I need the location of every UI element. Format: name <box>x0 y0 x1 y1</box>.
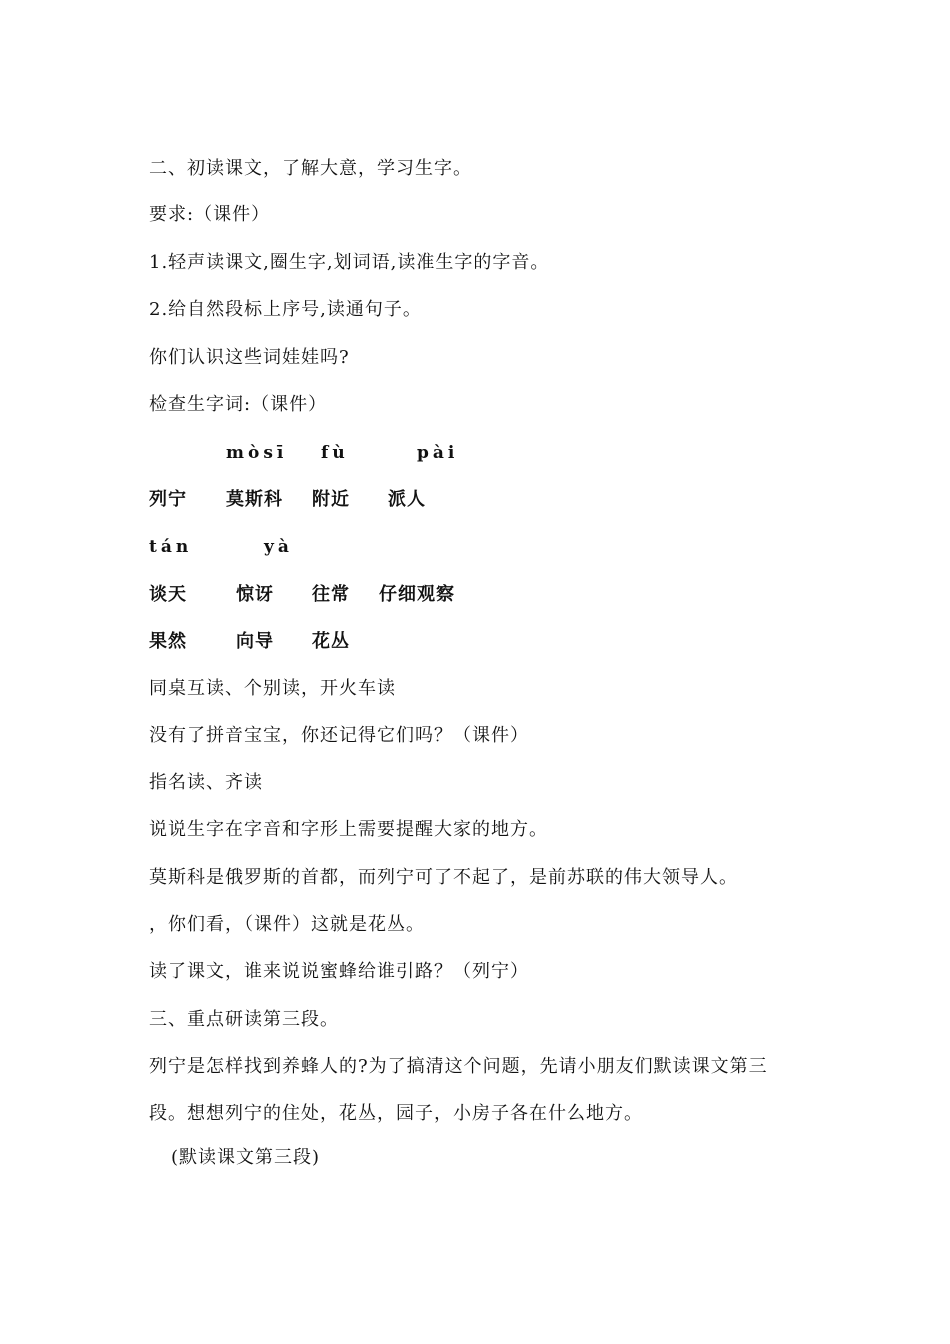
no-pinyin-question: 没有了拼音宝宝，你还记得它们吗？（课件） <box>149 725 529 746</box>
pinyin-tan: tán <box>149 537 193 557</box>
pinyin-fu: fù <box>321 443 349 463</box>
pinyin-pai: pài <box>417 443 459 463</box>
reminder-line: 说说生字在字音和字形上需要提醒大家的地方。 <box>149 819 548 840</box>
read-activity-line: 同桌互读、个别读，开火车读 <box>149 678 396 699</box>
section-heading-2: 二、初读课文，了解大意，学习生字。 <box>149 158 472 179</box>
requirement-item-1: 1.轻声读课文,圈生字,划词语,读准生字的字音。 <box>149 252 550 273</box>
word-liening: 列宁 <box>149 489 187 510</box>
pinyin-mosi: mòsī <box>226 443 288 463</box>
silent-read-line: (默读课文第三段) <box>171 1147 321 1168</box>
word-wangchang: 往常 <box>312 584 350 605</box>
check-words-label: 检查生字词:（课件） <box>149 394 328 415</box>
paragraph-line-1: 列宁是怎样找到养蜂人的?为了搞清这个问题，先请小朋友们默读课文第三 <box>149 1056 768 1077</box>
requirement-label: 要求:（课件） <box>149 204 271 225</box>
word-xiangdao: 向导 <box>236 631 274 652</box>
moscow-line: 莫斯科是俄罗斯的首都，而列宁可了不起了，是前苏联的伟大领导人。 <box>149 867 738 888</box>
question-line: 你们认识这些词娃娃吗? <box>149 347 350 368</box>
pinyin-ya: yà <box>264 537 293 557</box>
read-aloud-line: 指名读、齐读 <box>149 772 263 793</box>
section-heading-3: 三、重点研读第三段。 <box>149 1009 339 1030</box>
word-mosike: 莫斯科 <box>226 489 283 510</box>
flower-line: ，你们看，（课件）这就是花丛。 <box>149 914 425 935</box>
word-jingya: 惊讶 <box>236 584 274 605</box>
bee-question-line: 读了课文，谁来说说蜜蜂给谁引路？（列宁） <box>149 961 529 982</box>
word-tantian: 谈天 <box>149 584 187 605</box>
requirement-item-2: 2.给自然段标上序号,读通句子。 <box>149 299 422 320</box>
word-guoran: 果然 <box>149 631 187 652</box>
paragraph-line-2: 段。想想列宁的住处，花丛，园子，小房子各在什么地方。 <box>149 1103 643 1124</box>
word-pairen: 派人 <box>388 489 426 510</box>
word-zixiguancha: 仔细观察 <box>379 584 455 605</box>
word-huacong: 花丛 <box>312 631 350 652</box>
word-fujin: 附近 <box>312 489 350 510</box>
